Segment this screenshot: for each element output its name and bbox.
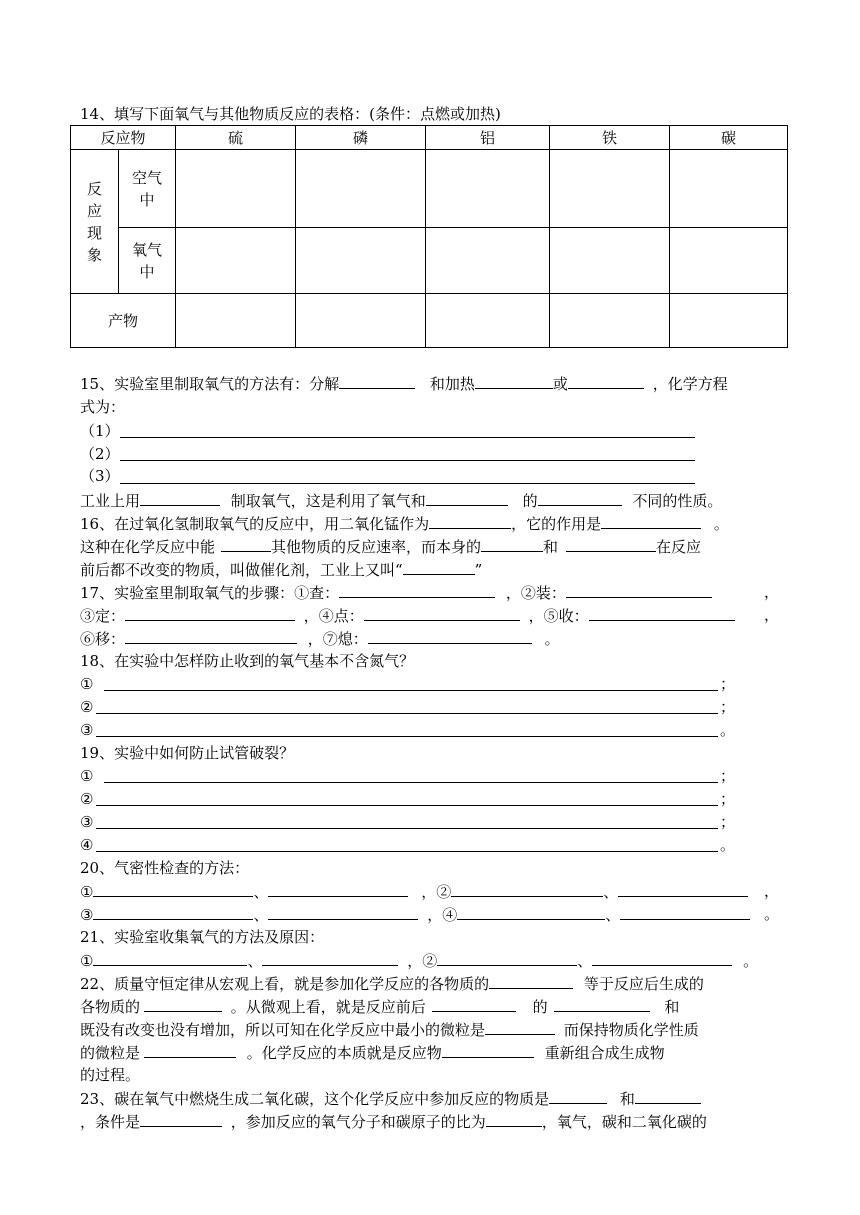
q20-title: 20、气密性检查的方法： bbox=[80, 859, 250, 877]
q17-line3: ⑥移： ，⑦熄： 。 bbox=[80, 627, 784, 649]
answer-blank[interactable] bbox=[364, 604, 520, 621]
q20-line2: ③ 、 ，④ 、 bbox=[80, 903, 784, 925]
answer-blank[interactable] bbox=[549, 1087, 607, 1104]
air-label: 空气 中 bbox=[119, 150, 176, 228]
q19-semi: ； bbox=[720, 813, 736, 831]
answer-line[interactable] bbox=[104, 782, 718, 783]
answer-blank[interactable] bbox=[93, 880, 253, 897]
q17-line2: ③定： ，④点： ，⑤收： bbox=[80, 604, 784, 626]
header-sulfur: 硫 bbox=[176, 126, 296, 150]
q15-line2: 式为： bbox=[80, 398, 126, 416]
answer-blank[interactable] bbox=[368, 627, 532, 644]
answer-blank[interactable] bbox=[538, 489, 622, 506]
answer-blank[interactable] bbox=[403, 558, 475, 575]
answer-blank[interactable] bbox=[144, 995, 222, 1012]
answer-blank[interactable] bbox=[486, 1110, 542, 1127]
q22-line3: 既没有改变也没有增加，所以可知在化学反应中最小的微粒是 而保持物质化学性质 bbox=[80, 1018, 784, 1040]
q21-title: 21、实验室收集氧气的方法及原因： bbox=[80, 928, 325, 946]
header-phosphorus: 磷 bbox=[296, 126, 426, 150]
answer-blank[interactable] bbox=[93, 903, 253, 920]
table-row-product bbox=[71, 294, 788, 348]
answer-blank[interactable] bbox=[221, 535, 271, 552]
answer-line[interactable] bbox=[96, 805, 718, 806]
answer-blank[interactable] bbox=[566, 581, 712, 598]
q15-eq1: （1） bbox=[80, 422, 120, 440]
q15-line6: 工业上用 制取氧气，这是利用了氧气和 的 不同的性质。 bbox=[80, 489, 784, 511]
answer-blank[interactable] bbox=[601, 512, 701, 529]
answer-blank[interactable] bbox=[429, 512, 511, 529]
q20-period: 。 bbox=[764, 905, 780, 923]
answer-blank[interactable] bbox=[140, 489, 220, 506]
answer-line[interactable] bbox=[104, 690, 718, 691]
answer-blank[interactable] bbox=[426, 489, 508, 506]
answer-blank[interactable] bbox=[339, 581, 495, 598]
q19-semi: ； bbox=[720, 767, 736, 785]
q22-line4: 的微粒是 。化学反应的本质就是反应物 重新组合成生成物 bbox=[80, 1041, 784, 1063]
q19-item: ③ bbox=[80, 813, 94, 831]
q18-period: 。 bbox=[720, 721, 736, 739]
answer-line[interactable] bbox=[96, 828, 718, 829]
q21-line1: ① 、 ，② 、 。 bbox=[80, 949, 784, 971]
answer-blank[interactable] bbox=[144, 1041, 236, 1058]
answer-blank[interactable] bbox=[262, 949, 398, 966]
q19-item: ① bbox=[80, 767, 94, 785]
table-cell[interactable] bbox=[296, 150, 426, 228]
table-cell[interactable] bbox=[176, 294, 296, 348]
answer-line[interactable] bbox=[96, 851, 718, 852]
q17-comma: ， bbox=[764, 606, 780, 624]
q15-eq3: （3） bbox=[80, 467, 120, 485]
q20-comma: ， bbox=[764, 882, 780, 900]
answer-blank[interactable] bbox=[566, 535, 656, 552]
q19-period: 。 bbox=[720, 836, 736, 854]
table-cell[interactable] bbox=[670, 150, 788, 228]
answer-blank[interactable] bbox=[93, 949, 247, 966]
q18-item: ② bbox=[80, 698, 94, 716]
answer-blank[interactable] bbox=[481, 535, 543, 552]
table-cell[interactable] bbox=[670, 294, 788, 348]
table-cell[interactable] bbox=[296, 228, 426, 294]
answer-blank[interactable] bbox=[485, 1018, 555, 1035]
q19-item: ④ bbox=[80, 836, 94, 854]
q22-line2: 各物质的 。从微观上看，就是反应前后 的 和 bbox=[80, 995, 784, 1017]
answer-line[interactable] bbox=[120, 483, 695, 484]
q16-line2: 这种在化学反应中能 其他物质的反应速率，而本身的 和 在反应 bbox=[80, 535, 784, 557]
answer-blank[interactable] bbox=[125, 627, 297, 644]
answer-blank[interactable] bbox=[437, 949, 577, 966]
table-row-air bbox=[71, 150, 788, 228]
product-label: 产物 bbox=[71, 294, 176, 348]
answer-blank[interactable] bbox=[268, 903, 418, 920]
answer-blank[interactable] bbox=[432, 995, 516, 1012]
q17-line1: 17、实验室里制取氧气的步骤：①查： ，②装： bbox=[80, 581, 784, 603]
q14-title: 14、填写下面氧气与其他物质反应的表格：(条件：点燃或加热) bbox=[80, 105, 501, 123]
answer-blank[interactable] bbox=[568, 372, 644, 389]
answer-blank[interactable] bbox=[620, 903, 750, 920]
q15-line1: 15、实验室里制取氧气的方法有：分解 和加热 或 ，化学方程 bbox=[80, 372, 784, 394]
answer-blank[interactable] bbox=[592, 949, 732, 966]
table-cell[interactable] bbox=[670, 228, 788, 294]
q23-line2: ，条件是 ，参加反应的氧气分子和碳原子的比为 ，氧气，碳和二氧化碳的 bbox=[80, 1110, 784, 1132]
table-cell[interactable] bbox=[176, 150, 296, 228]
header-carbon: 碳 bbox=[670, 126, 788, 150]
table-cell[interactable] bbox=[426, 228, 550, 294]
table-cell[interactable] bbox=[550, 150, 670, 228]
q18-semi: ； bbox=[720, 675, 736, 693]
q16-line1: 16、在过氧化氢制取氧气的反应中，用二氧化锰作为 ，它的作用是 。 bbox=[80, 512, 784, 534]
q16-line3: 前后都不改变的物质，叫做催化剂，工业上又叫“ ” bbox=[80, 558, 784, 580]
reaction-table bbox=[70, 125, 788, 348]
q19-semi: ； bbox=[720, 790, 736, 808]
q19-title: 19、实验中如何防止试管破裂？ bbox=[80, 744, 295, 762]
table-row-oxygen bbox=[71, 228, 788, 294]
answer-blank[interactable] bbox=[457, 903, 605, 920]
q22-line5: 的过程。 bbox=[80, 1066, 141, 1084]
q15-eq2: （2） bbox=[80, 445, 120, 463]
q20-line1: ① 、 ，② 、 bbox=[80, 880, 784, 902]
answer-blank[interactable] bbox=[125, 604, 295, 621]
answer-blank[interactable] bbox=[442, 1041, 534, 1058]
q23-line1: 23、碳在氧气中燃烧生成二氧化碳，这个化学反应中参加反应的物质是 和 bbox=[80, 1087, 784, 1109]
q18-item: ③ bbox=[80, 721, 94, 739]
answer-blank[interactable] bbox=[451, 880, 603, 897]
answer-blank[interactable] bbox=[475, 372, 553, 389]
q18-semi: ； bbox=[720, 698, 736, 716]
answer-blank[interactable] bbox=[589, 604, 735, 621]
oxygen-label: 氧气 中 bbox=[119, 228, 176, 294]
answer-line[interactable] bbox=[120, 460, 695, 461]
answer-blank[interactable] bbox=[635, 1087, 701, 1104]
answer-blank[interactable] bbox=[618, 880, 748, 897]
header-reactant: 反应物 bbox=[71, 126, 176, 150]
table-cell[interactable] bbox=[426, 294, 550, 348]
answer-blank[interactable] bbox=[140, 1110, 222, 1127]
header-iron: 铁 bbox=[550, 126, 670, 150]
q17-comma: ， bbox=[764, 583, 780, 601]
q18-item: ① bbox=[80, 675, 94, 693]
q19-item: ② bbox=[80, 790, 94, 808]
answer-blank[interactable] bbox=[339, 372, 415, 389]
table-cell[interactable] bbox=[176, 228, 296, 294]
header-aluminum: 铝 bbox=[426, 126, 550, 150]
answer-line[interactable] bbox=[120, 437, 695, 438]
table-cell[interactable] bbox=[550, 294, 670, 348]
answer-line[interactable] bbox=[96, 736, 718, 737]
table-cell[interactable] bbox=[426, 150, 550, 228]
table-cell[interactable] bbox=[296, 294, 426, 348]
table-cell[interactable] bbox=[550, 228, 670, 294]
table-header-row bbox=[71, 126, 788, 150]
answer-blank[interactable] bbox=[268, 880, 408, 897]
answer-blank[interactable] bbox=[489, 972, 573, 989]
answer-blank[interactable] bbox=[554, 995, 650, 1012]
answer-line[interactable] bbox=[96, 713, 718, 714]
q18-title: 18、在实验中怎样防止收到的氧气基本不含氮气？ bbox=[80, 652, 415, 670]
phenomenon-label: 反 应 现 象 bbox=[71, 150, 119, 294]
q22-line1: 22、质量守恒定律从宏观上看，就是参加化学反应的各物质的 等于反应后生成的 bbox=[80, 972, 784, 994]
